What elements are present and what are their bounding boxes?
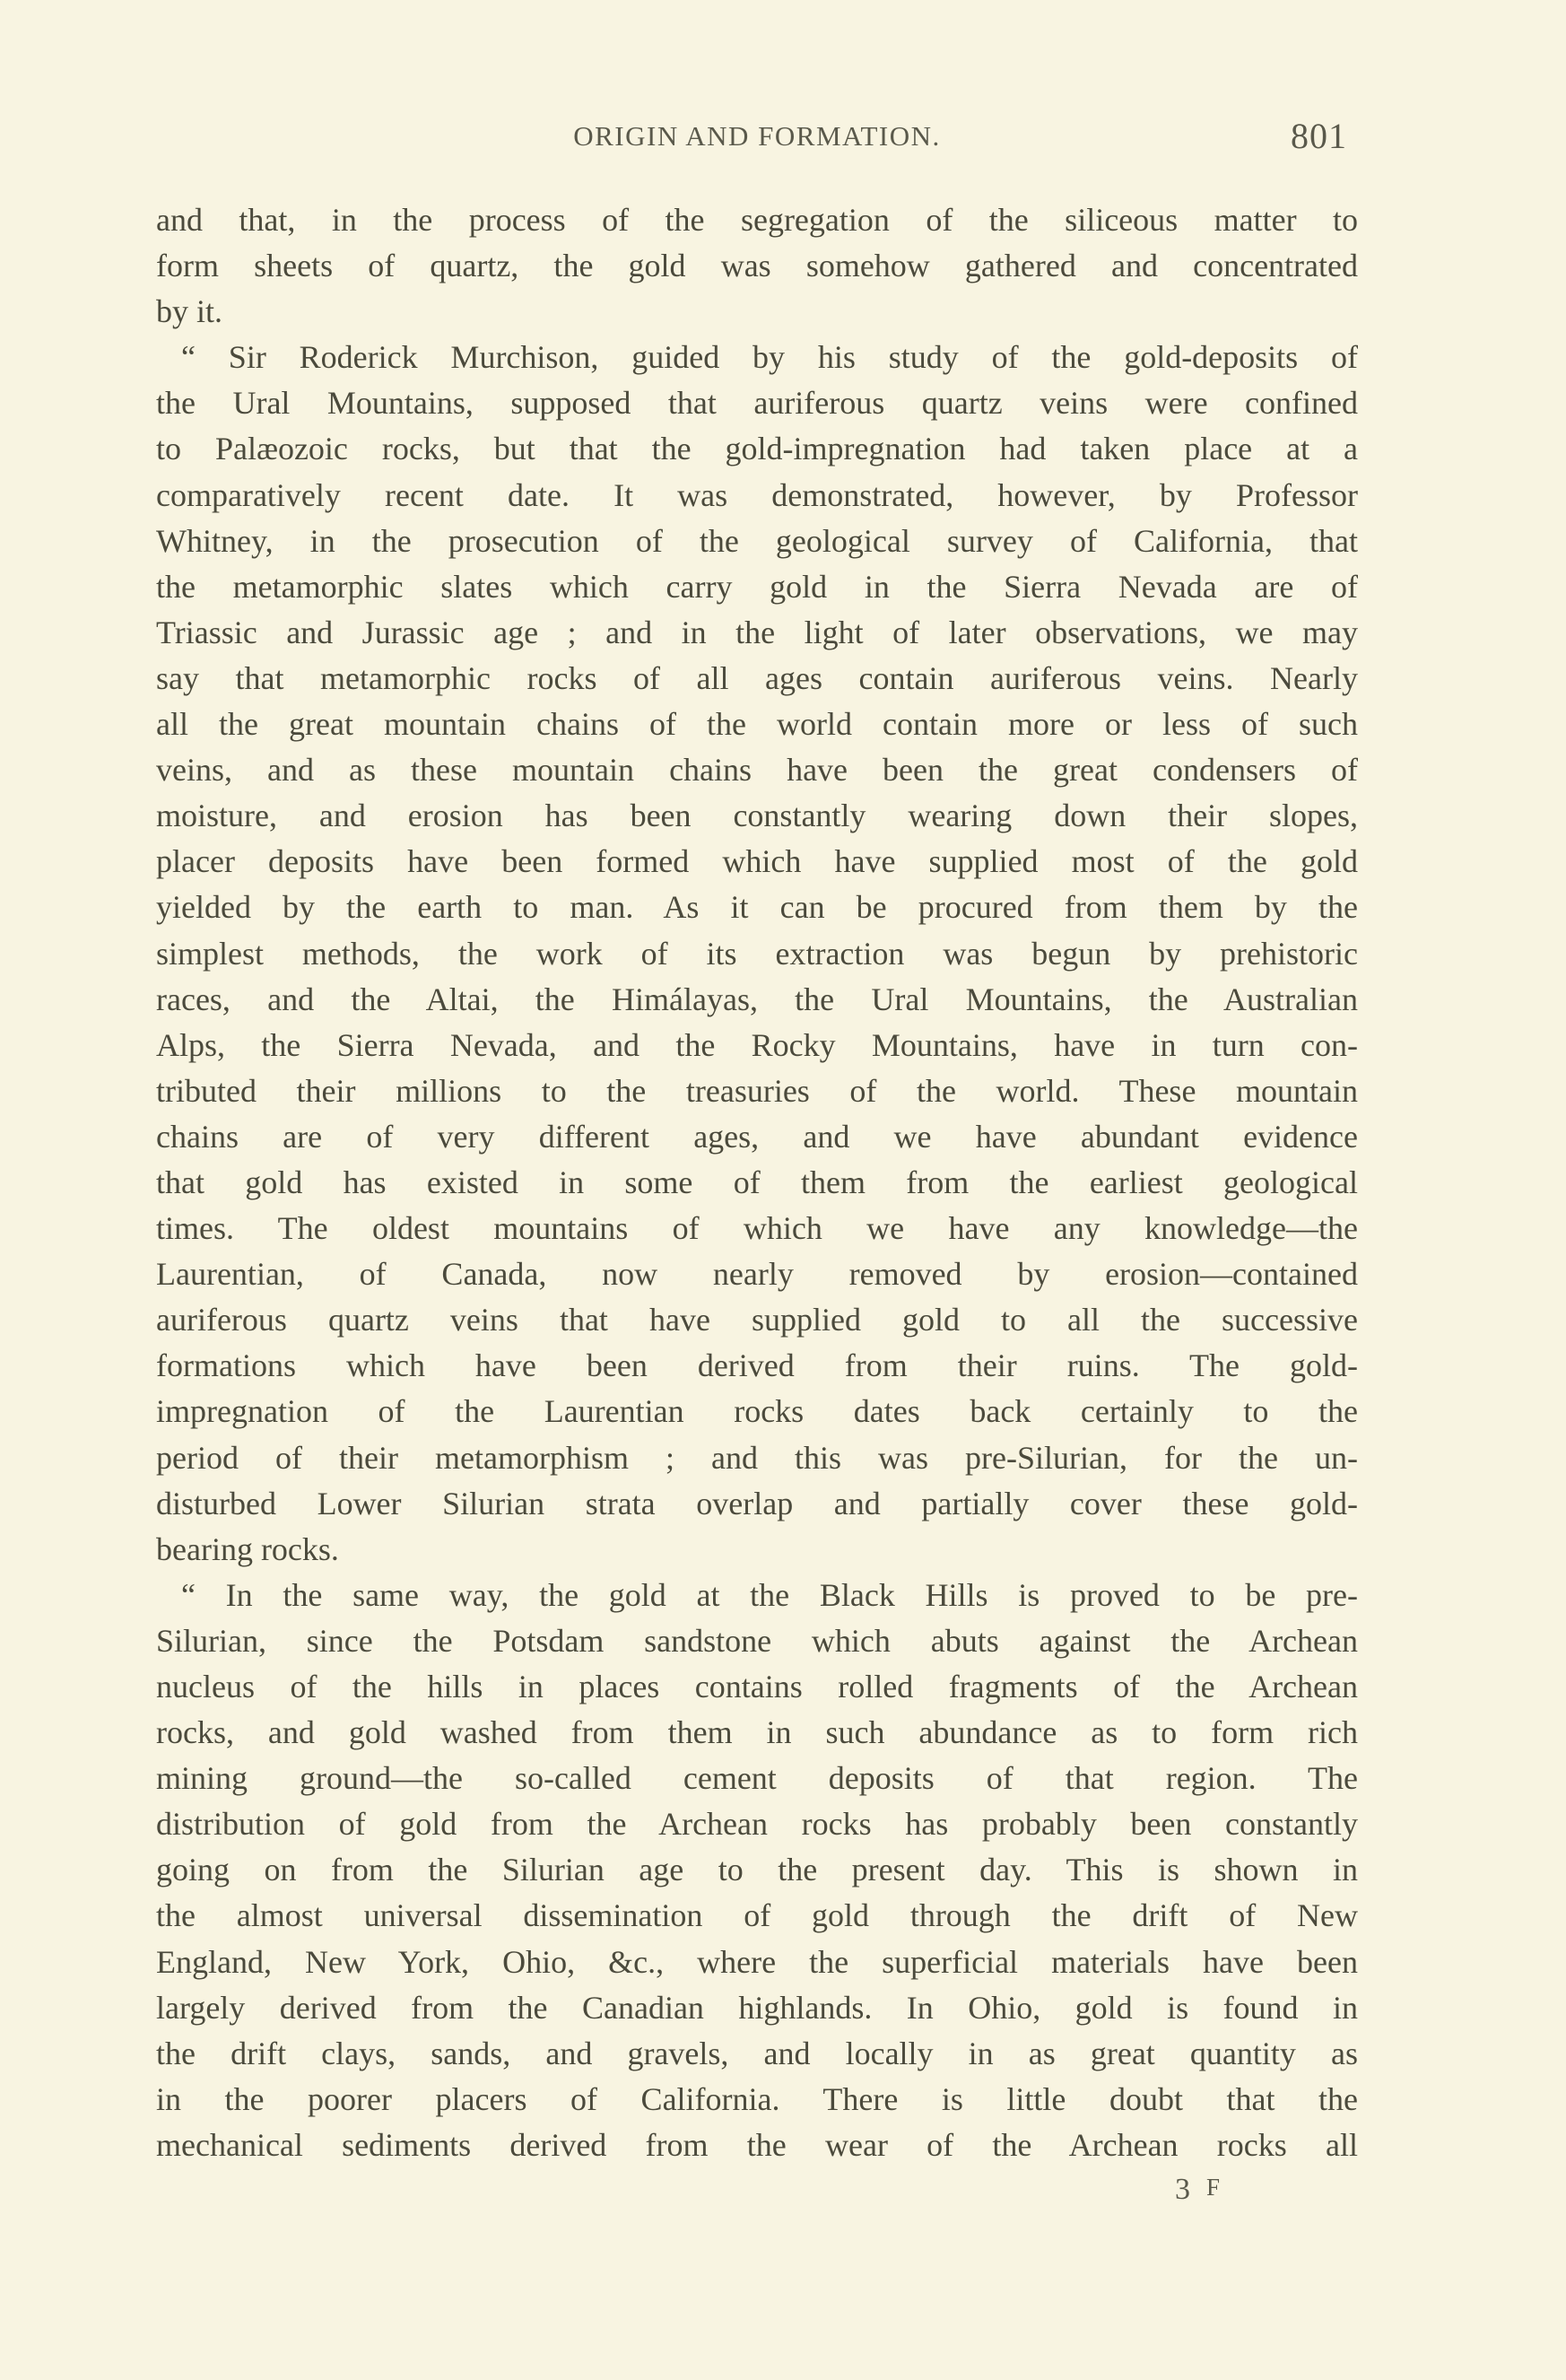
- body-text: [156, 197, 1358, 2168]
- text-line: veins, and as these mountain chains have been the great condensers of: [156, 752, 1358, 789]
- text-line: form sheets of quartz, the gold was somehow gathered and concentrated: [156, 248, 1358, 284]
- page-header: [156, 115, 1358, 160]
- text-line: Whitney, in the prosecution of the geological survey of California, that: [156, 522, 1358, 559]
- text-line: Triassic and Jurassic age ; and in the light of later observations, we may: [156, 614, 1358, 650]
- text-line: going on from the Silurian age to the present day. This is shown in: [156, 1852, 1358, 1888]
- text-line: formations which have been derived from their ruins. The gold-: [156, 1347, 1358, 1384]
- text-line: chains are of very different ages, and we have abundant evidence: [156, 1118, 1358, 1155]
- text-line: tributed their millions to the treasuries of the world. These mountain: [156, 1072, 1358, 1109]
- text-line: period of their metamorphism ; and this was pre-Silurian, for the un-: [156, 1439, 1358, 1476]
- text-line: that gold has existed in some of them from the earliest geological: [156, 1164, 1358, 1200]
- text-line: comparatively recent date. It was demonstrated, however, by Professor: [156, 476, 1358, 513]
- text-line: “ In the same way, the gold at the Black Hills is proved to be pre-: [181, 1576, 1358, 1613]
- text-line: disturbed Lower Silurian strata overlap and partially cover these gold-: [156, 1485, 1358, 1521]
- text-line: and that, in the process of the segregation of the siliceous matter to: [156, 202, 1358, 238]
- paragraph: [156, 1573, 1358, 2168]
- text-line: bearing rocks.: [156, 1530, 339, 1567]
- text-line: in the poorer placers of California. There is little doubt that the: [156, 2080, 1358, 2117]
- text-line: yielded by the earth to man. As it can be procured from them by the: [156, 889, 1358, 926]
- signature-number: 3: [1175, 2173, 1190, 2206]
- paragraph: [156, 197, 1358, 335]
- text-line: all the great mountain chains of the world contain more or less of such: [156, 706, 1358, 743]
- text-line: to Palæozoic rocks, but that the gold-impregnation had taken place at a: [156, 431, 1358, 467]
- text-line: simplest methods, the work of its extraction was begun by prehistoric: [156, 935, 1358, 972]
- text-line: rocks, and gold washed from them in such abundance as to form rich: [156, 1714, 1358, 1751]
- text-line: say that metamorphic rocks of all ages contain auriferous veins. Nearly: [156, 659, 1358, 696]
- text-line: “ Sir Roderick Murchison, guided by his study of the gold-deposits of: [181, 339, 1358, 376]
- text-line: times. The oldest mountains of which we have any knowledge—the: [156, 1210, 1358, 1247]
- text-line: auriferous quartz veins that have supplied gold to all the successive: [156, 1302, 1358, 1338]
- text-line: mechanical sediments derived from the wear of the Archean rocks all: [156, 2126, 1358, 2163]
- text-line: distribution of gold from the Archean rocks has probably been constantly: [156, 1806, 1358, 1843]
- text-line: the Ural Mountains, supposed that auriferous quartz veins were confined: [156, 385, 1358, 422]
- text-line: the drift clays, sands, and gravels, and locally in as great quantity as: [156, 2035, 1358, 2071]
- running-title: ORIGIN AND FORMATION.: [573, 120, 941, 152]
- signature-letter: F: [1206, 2174, 1221, 2201]
- text-line: placer deposits have been formed which have supplied most of the gold: [156, 843, 1358, 880]
- text-line: England, New York, Ohio, &c., where the superficial materials have been: [156, 1943, 1358, 1980]
- text-line: impregnation of the Laurentian rocks dates back certainly to the: [156, 1393, 1358, 1430]
- text-line: nucleus of the hills in places contains rolled fragments of the Archean: [156, 1669, 1358, 1704]
- text-line: the almost universal dissemination of gold through the drift of New: [156, 1897, 1358, 1934]
- paragraph: [156, 335, 1358, 1573]
- page-number: 801: [1291, 116, 1347, 156]
- text-line: Alps, the Sierra Nevada, and the Rocky Mountains, have in turn con-: [156, 1026, 1358, 1063]
- text-line: races, and the Altai, the Himálayas, the Ural Mountains, the Australian: [156, 981, 1358, 1017]
- text-line: largely derived from the Canadian highlands. In Ohio, gold is found in: [156, 1989, 1358, 2026]
- text-line: mining ground—the so-called cement deposits of that region. The: [156, 1760, 1358, 1797]
- text-line: the metamorphic slates which carry gold in the Sierra Nevada are of: [156, 568, 1358, 605]
- text-line: Silurian, since the Potsdam sandstone which abuts against the Archean: [156, 1622, 1358, 1659]
- text-line: Laurentian, of Canada, now nearly removed by erosion—contained: [156, 1256, 1358, 1293]
- text-line: moisture, and erosion has been constantly wearing down their slopes,: [156, 798, 1358, 834]
- text-line: by it.: [156, 293, 223, 330]
- printer-signature-mark: [1175, 2173, 1220, 2207]
